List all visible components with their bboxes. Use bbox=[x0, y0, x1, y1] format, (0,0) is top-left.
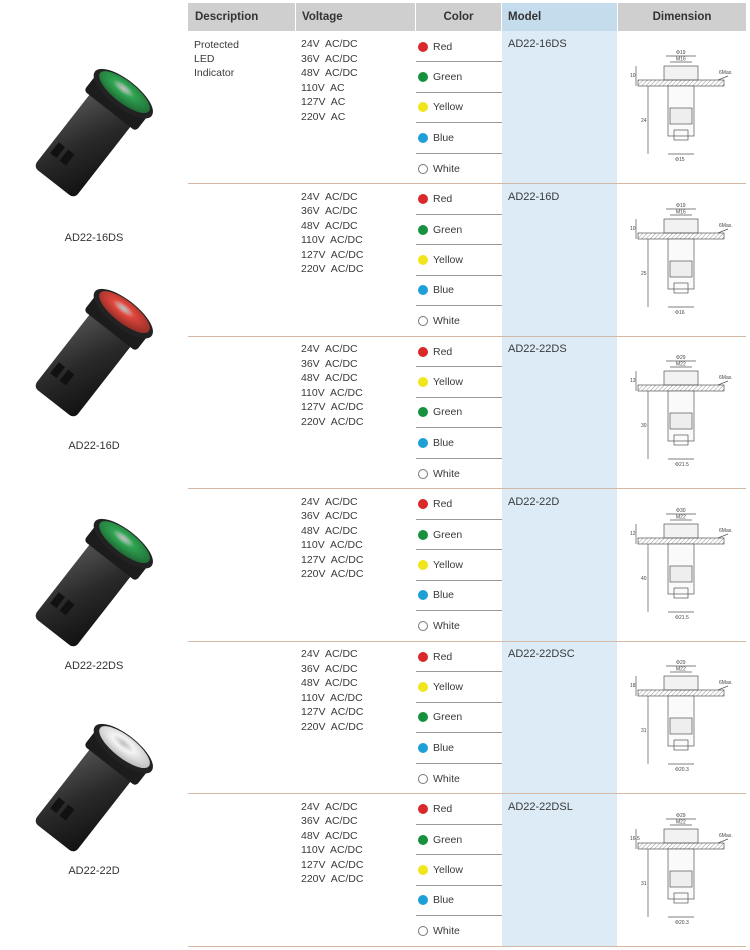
voltage-item: 220V AC bbox=[301, 110, 346, 123]
model-name: AD22-22DSC bbox=[508, 648, 575, 660]
color-option bbox=[416, 276, 502, 306]
color-option bbox=[416, 733, 502, 763]
color-name: Red bbox=[433, 40, 453, 53]
color-dot-icon bbox=[418, 347, 428, 357]
voltage-item: 36V AC/DC bbox=[301, 205, 358, 217]
voltage-item: 127V AC bbox=[301, 96, 346, 108]
color-option bbox=[416, 642, 502, 672]
color-dot-icon bbox=[418, 102, 428, 112]
voltage-item: 127V AC/DC bbox=[301, 706, 364, 718]
color-dot-icon bbox=[418, 682, 428, 692]
color-dot-icon bbox=[418, 652, 428, 662]
color-dot-icon bbox=[418, 469, 428, 479]
color-name: Yellow bbox=[433, 681, 463, 694]
dim-bottom: Φ16 bbox=[675, 309, 685, 316]
color-dot-icon bbox=[418, 835, 428, 845]
dim-bottom: Φ21.5 bbox=[675, 614, 689, 621]
color-dot-icon bbox=[418, 590, 428, 600]
dimension-diagram-icon bbox=[626, 504, 738, 630]
color-dot-icon bbox=[418, 774, 428, 784]
voltage-item: 220V AC/DC bbox=[301, 720, 364, 733]
color-list bbox=[416, 642, 502, 794]
dim-height-2: 31 bbox=[641, 880, 647, 887]
color-name: Red bbox=[433, 498, 453, 511]
color-option bbox=[416, 123, 502, 153]
color-option bbox=[416, 611, 502, 641]
description-line: Protected bbox=[194, 39, 239, 51]
color-option bbox=[416, 337, 502, 367]
dim-height-1: 13 bbox=[630, 378, 636, 384]
voltage-item: 24V AC/DC bbox=[301, 648, 358, 660]
dim-thickness: 6Max. bbox=[719, 70, 733, 76]
dimension-diagram-icon bbox=[626, 351, 738, 477]
color-list bbox=[416, 185, 502, 337]
color-option bbox=[416, 398, 502, 428]
dimension-diagram-icon bbox=[626, 199, 738, 325]
color-dot-icon bbox=[418, 560, 428, 570]
color-name: Blue bbox=[433, 284, 455, 297]
color-name: Green bbox=[433, 833, 463, 846]
voltage-item: 220V AC/DC bbox=[301, 568, 364, 580]
voltage-list bbox=[301, 800, 363, 887]
indicator-photo bbox=[25, 275, 175, 425]
dim-mid: M22 bbox=[676, 666, 686, 673]
color-dot-icon bbox=[418, 72, 428, 82]
dimension-drawing bbox=[626, 656, 738, 782]
color-dot-icon bbox=[418, 530, 428, 540]
voltage-item: 36V AC/DC bbox=[301, 52, 358, 65]
dim-height-2: 30 bbox=[641, 423, 647, 429]
product-label: AD22-22DS bbox=[64, 660, 124, 672]
voltage-item: 110V AC/DC bbox=[301, 539, 363, 551]
color-name: Blue bbox=[433, 589, 455, 602]
color-option bbox=[416, 62, 502, 92]
color-name: Blue bbox=[433, 741, 455, 754]
color-name: Red bbox=[433, 193, 453, 206]
dim-top: Φ19 bbox=[676, 50, 686, 56]
color-option bbox=[416, 185, 502, 215]
header-model: Model bbox=[502, 3, 617, 31]
dim-height-2: 31 bbox=[641, 728, 647, 734]
color-dot-icon bbox=[418, 42, 428, 52]
color-name: Blue bbox=[433, 131, 455, 144]
color-option bbox=[416, 32, 502, 62]
dim-height-1: 10 bbox=[630, 73, 636, 79]
header-voltage: Voltage bbox=[296, 3, 415, 31]
color-dot-icon bbox=[418, 438, 428, 448]
voltage-list bbox=[301, 190, 363, 277]
model-name: AD22-16DS bbox=[508, 38, 567, 50]
voltage-list bbox=[301, 37, 358, 124]
dim-thickness: 6Max. bbox=[719, 527, 733, 534]
dimension-drawing bbox=[626, 46, 738, 172]
color-option bbox=[416, 764, 502, 794]
color-dot-icon bbox=[418, 225, 428, 235]
color-dot-icon bbox=[418, 316, 428, 326]
dim-height-1: 10 bbox=[630, 225, 636, 232]
color-dot-icon bbox=[418, 712, 428, 722]
dim-mid: M22 bbox=[676, 514, 686, 520]
dim-top: Φ29 bbox=[676, 355, 686, 361]
color-name: Yellow bbox=[433, 253, 463, 266]
voltage-item: 36V AC/DC bbox=[301, 815, 358, 827]
voltage-list bbox=[301, 495, 363, 582]
dim-mid: M16 bbox=[676, 56, 686, 63]
color-option bbox=[416, 428, 502, 458]
voltage-item: 36V AC/DC bbox=[301, 662, 358, 675]
dim-height-1: 12 bbox=[630, 530, 636, 537]
model-name: AD22-22D bbox=[508, 495, 560, 508]
description-text bbox=[194, 38, 239, 80]
color-name: Yellow bbox=[433, 558, 463, 571]
voltage-item: 24V AC/DC bbox=[301, 190, 358, 203]
color-dot-icon bbox=[418, 194, 428, 204]
dim-top: Φ19 bbox=[676, 202, 686, 209]
dim-bottom: Φ20.3 bbox=[675, 767, 689, 773]
color-dot-icon bbox=[418, 926, 428, 936]
voltage-item: 48V AC/DC bbox=[301, 372, 358, 384]
voltage-item: 24V AC/DC bbox=[301, 343, 358, 355]
voltage-list bbox=[301, 647, 363, 734]
color-option bbox=[416, 916, 502, 946]
color-dot-icon bbox=[418, 377, 428, 387]
color-list bbox=[416, 337, 502, 489]
voltage-item: 220V AC/DC bbox=[301, 873, 364, 885]
dimension-drawing bbox=[626, 199, 738, 325]
color-name: White bbox=[433, 620, 460, 633]
product-label: AD22-16D bbox=[68, 440, 120, 452]
color-dot-icon bbox=[418, 255, 428, 265]
dimension-drawing bbox=[626, 351, 738, 477]
header-dimension: Dimension bbox=[618, 3, 746, 31]
indicator-photo bbox=[25, 505, 175, 655]
voltage-item: 48V AC/DC bbox=[301, 524, 358, 537]
color-dot-icon bbox=[418, 407, 428, 417]
dim-height-1: 16.5 bbox=[630, 835, 640, 842]
indicator-photo bbox=[25, 710, 175, 860]
voltage-item: 110V AC/DC bbox=[301, 844, 363, 856]
voltage-item: 48V AC/DC bbox=[301, 677, 358, 689]
dim-thickness: 6Max. bbox=[719, 375, 733, 381]
color-name: White bbox=[433, 925, 460, 938]
model-name: AD22-16D bbox=[508, 190, 560, 203]
dimension-drawing bbox=[626, 504, 738, 630]
color-name: White bbox=[433, 162, 460, 175]
color-dot-icon bbox=[418, 743, 428, 753]
dim-mid: M16 bbox=[676, 209, 686, 215]
dim-height-2: 40 bbox=[641, 575, 647, 582]
voltage-item: 48V AC/DC bbox=[301, 219, 358, 232]
header-color: Color bbox=[416, 3, 501, 31]
dim-bottom: Φ20.3 bbox=[675, 919, 689, 926]
voltage-item: 127V AC/DC bbox=[301, 248, 364, 261]
color-name: White bbox=[433, 467, 460, 480]
voltage-item: 36V AC/DC bbox=[301, 357, 358, 370]
model-name: AD22-22DSL bbox=[508, 800, 573, 813]
color-option bbox=[416, 825, 502, 855]
dim-height-2: 25 bbox=[641, 270, 647, 277]
dim-thickness: 6Max. bbox=[719, 832, 733, 839]
color-name: Blue bbox=[433, 436, 455, 449]
dim-mid: M22 bbox=[676, 361, 686, 368]
voltage-item: 127V AC/DC bbox=[301, 553, 364, 566]
table-row bbox=[188, 642, 746, 794]
color-list bbox=[416, 32, 502, 184]
voltage-item: 48V AC/DC bbox=[301, 67, 358, 79]
product-label: AD22-16DS bbox=[64, 232, 124, 244]
dimension-diagram-icon bbox=[626, 809, 738, 935]
color-name: Green bbox=[433, 406, 463, 419]
dimension-diagram-icon bbox=[626, 656, 738, 782]
color-name: Red bbox=[433, 803, 453, 816]
product-photos-column bbox=[0, 0, 188, 950]
color-dot-icon bbox=[418, 804, 428, 814]
dim-height-2: 24 bbox=[641, 118, 647, 124]
color-option bbox=[416, 886, 502, 916]
color-dot-icon bbox=[418, 621, 428, 631]
color-option bbox=[416, 367, 502, 397]
table-row bbox=[188, 490, 746, 642]
dim-bottom: Φ15 bbox=[675, 157, 685, 163]
color-name: Green bbox=[433, 711, 463, 724]
color-name: Yellow bbox=[433, 101, 463, 114]
color-option bbox=[416, 93, 502, 123]
dim-thickness: 6Max. bbox=[719, 680, 733, 686]
voltage-list bbox=[301, 342, 363, 429]
dimension-drawing bbox=[626, 809, 738, 935]
color-option bbox=[416, 306, 502, 336]
table-row bbox=[188, 185, 746, 337]
color-option bbox=[416, 490, 502, 520]
color-dot-icon bbox=[418, 133, 428, 143]
color-name: Green bbox=[433, 528, 463, 541]
color-name: Green bbox=[433, 223, 463, 236]
color-option bbox=[416, 703, 502, 733]
color-name: Yellow bbox=[433, 863, 463, 876]
voltage-item: 24V AC/DC bbox=[301, 495, 358, 508]
voltage-item: 24V AC/DC bbox=[301, 800, 358, 813]
table-row bbox=[188, 795, 746, 947]
voltage-item: 110V AC/DC bbox=[301, 691, 363, 704]
color-name: Green bbox=[433, 71, 463, 84]
dim-top: Φ30 bbox=[676, 507, 686, 514]
description-line: Indicator bbox=[194, 67, 235, 79]
color-name: Red bbox=[433, 345, 453, 358]
color-option bbox=[416, 154, 502, 184]
color-option bbox=[416, 215, 502, 245]
dim-thickness: 6Max. bbox=[719, 222, 733, 229]
description-line: LED bbox=[194, 53, 215, 65]
product-label: AD22-22D bbox=[68, 865, 120, 877]
header-description: Description bbox=[188, 3, 295, 31]
color-option bbox=[416, 520, 502, 550]
color-dot-icon bbox=[418, 865, 428, 875]
color-name: Red bbox=[433, 650, 453, 663]
voltage-item: 127V AC/DC bbox=[301, 401, 364, 413]
voltage-item: 110V AC/DC bbox=[301, 234, 363, 246]
dimension-diagram-icon bbox=[626, 46, 738, 172]
color-option bbox=[416, 245, 502, 275]
dim-mid: M22 bbox=[676, 819, 686, 825]
color-name: Yellow bbox=[433, 376, 463, 389]
color-list bbox=[416, 795, 502, 947]
color-name: Blue bbox=[433, 894, 455, 907]
color-option bbox=[416, 672, 502, 702]
color-dot-icon bbox=[418, 164, 428, 174]
color-dot-icon bbox=[418, 499, 428, 509]
voltage-item: 110V AC/DC bbox=[301, 386, 363, 399]
voltage-item: 48V AC/DC bbox=[301, 829, 358, 842]
voltage-item: 24V AC/DC bbox=[301, 38, 358, 50]
voltage-item: 36V AC/DC bbox=[301, 510, 358, 522]
color-name: White bbox=[433, 772, 460, 785]
color-option bbox=[416, 581, 502, 611]
voltage-item: 110V AC bbox=[301, 81, 345, 94]
dim-top: Φ29 bbox=[676, 660, 686, 666]
voltage-item: 220V AC/DC bbox=[301, 263, 364, 275]
voltage-item: 220V AC/DC bbox=[301, 415, 364, 428]
dim-bottom: Φ21.5 bbox=[675, 462, 689, 468]
table-row bbox=[188, 32, 746, 184]
spec-table bbox=[188, 0, 746, 950]
dim-height-1: 18 bbox=[630, 683, 636, 689]
color-option bbox=[416, 550, 502, 580]
model-name: AD22-22DS bbox=[508, 343, 567, 355]
voltage-item: 127V AC/DC bbox=[301, 858, 364, 871]
color-option bbox=[416, 855, 502, 885]
color-option bbox=[416, 795, 502, 825]
table-row bbox=[188, 337, 746, 489]
dim-top: Φ29 bbox=[676, 812, 686, 819]
color-dot-icon bbox=[418, 895, 428, 905]
color-list bbox=[416, 490, 502, 642]
indicator-photo bbox=[25, 55, 175, 205]
color-option bbox=[416, 459, 502, 489]
color-dot-icon bbox=[418, 285, 428, 295]
color-name: White bbox=[433, 315, 460, 328]
